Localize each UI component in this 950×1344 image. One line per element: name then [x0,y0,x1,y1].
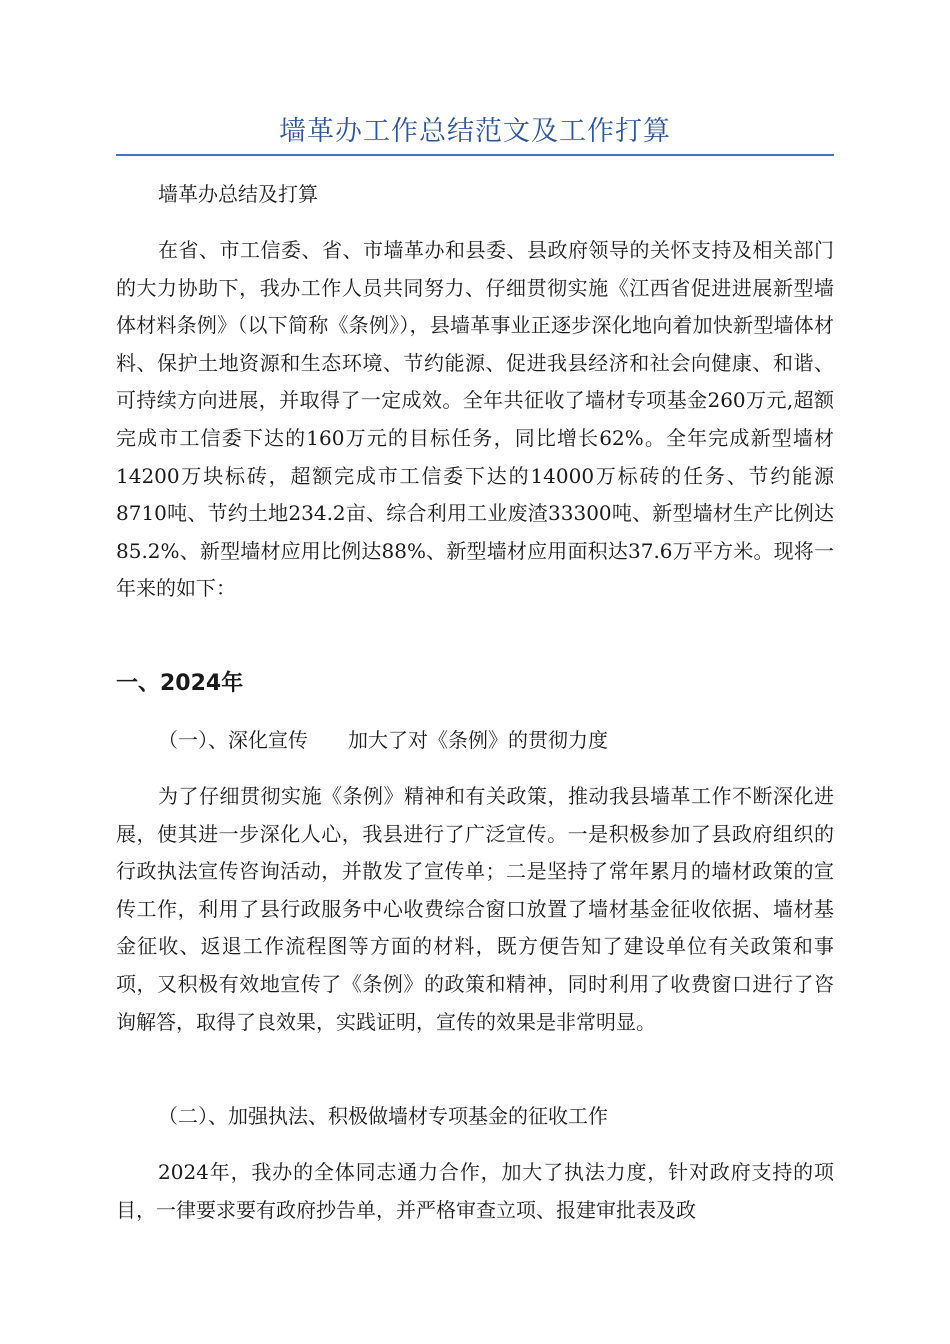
title-underline [116,154,834,156]
subsection-2-paragraph: 2024年，我办的全体同志通力合作，加大了执法力度，针对政府支持的项目，一律要求要有政府抄告单，并严格审查立项、报建审批表及政 [116,1160,834,1222]
subsection-1-paragraph: 为了仔细贯彻实施《条例》精神和有关政策，推动我县墙革工作不断深化进展，使其进一步深化人心，我县进行了广泛宣传。一是积极参加了县政府组织的行政执法宣传咨询活动，并散发了宣传单；二是坚持了常年累月的墙材政策的宣传工作，利用了县行政服务中心收费综合窗口放置了墙材基金征收依据、墙材基金征收、返退工作流程图等方面的材料，既方便告知了建设单位有关政策和事项，又积极有效地宣传了《条例》的政策和精神，同时利用了收费窗口进行了咨询解答，取得了良效果，实践证明，宣传的效果是非常明显。 [116,784,834,1034]
document-title: 墙革办工作总结范文及工作打算 [279,116,671,147]
subsection-1-heading: （一）、深化宣传 加大了对《条例》的贯彻力度 [158,728,608,752]
section-heading: 一、2024年 [116,671,244,696]
document-subtitle: 墙革办总结及打算 [158,182,318,206]
intro-paragraph: 在省、市工信委、省、市墙革办和县委、县政府领导的关怀支持及相关部门的大力协助下，我办工作人员共同努力、仔细贯彻实施《江西省促进进展新型墙体材料条例》（以下简称《条例》），县墙革事业正逐步深化地向着加快新型墙体材料、保护土地资源和生态环境、节约能源、促进我县经济和社会向健康、和谐、可持续方向进展，并取得了一定成效。全年共征收了墙材专项基金260万元,超额完成市工信委下达的160万元的目标任务，同比增长62%。全年完成新型墙材14200万块标砖，超额完成市工信委下达的14000万标砖的任务、节约能源8710吨、节约土地234.2亩、综合利用工业废渣33300吨、新型墙材生产比例达85.2%、新型墙材应用比例达88%、新型墙材应用面积达37.6万平方米。现将一年来的如下： [116,238,834,601]
subsection-2-heading: （二）、加强执法、积极做墙材专项基金的征收工作 [158,1104,608,1128]
